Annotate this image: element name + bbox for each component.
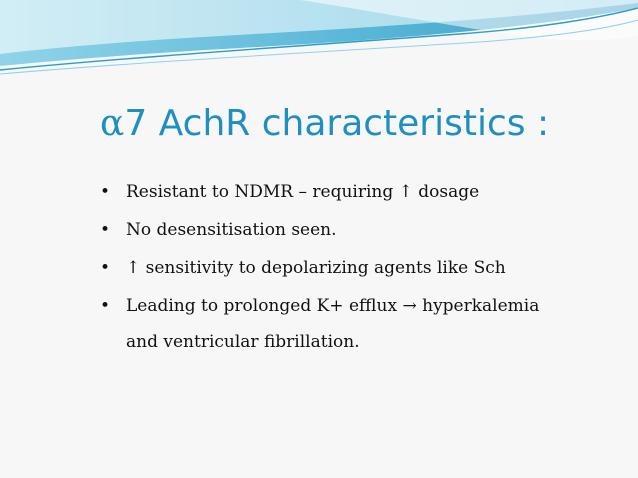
bullet-text: ↑ sensitivity to depolarizing agents like Sch [126,258,506,278]
bullet-item [100,294,620,354]
bullet-marker: • [100,220,111,240]
bullet-text: No desensitisation seen. [126,220,337,240]
bullet-marker: • [100,182,111,202]
bullet-item [100,218,620,242]
bullet-item [100,180,620,204]
bullet-text: Resistant to NDMR – requiring ↑ dosage [126,182,480,202]
bullet-marker: • [100,258,111,278]
header-wave-decoration [0,0,638,120]
bullet-text: Leading to prolonged K+ efflux → hyperkalemia [126,296,540,316]
bullet-marker: • [100,296,111,316]
bullet-item [100,256,620,280]
bullet-continuation: and ventricular fibrillation. [126,332,360,352]
slide-title [100,103,549,144]
alpha-symbol: α [100,103,125,144]
title-text: 7 AchR characteristics : [124,103,550,144]
bullet-list [100,180,620,368]
